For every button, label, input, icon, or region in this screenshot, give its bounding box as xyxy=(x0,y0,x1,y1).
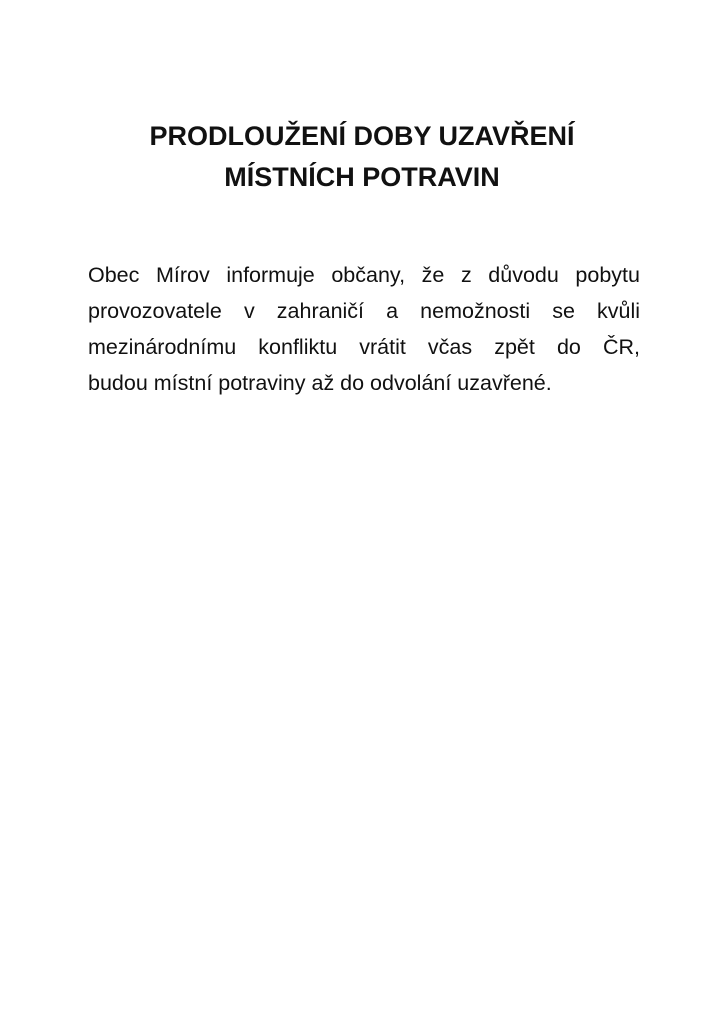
notice-body-line: provozovatele v zahraničí a nemožnosti se kvůli xyxy=(88,299,640,323)
notice-body-line: mezinárodnímu konfliktu vrátit včas zpět do ČR, xyxy=(88,335,640,359)
notice-title xyxy=(62,116,662,198)
notice-body-line: Obec Mírov informuje občany, že z důvodu pobytu xyxy=(88,263,640,287)
notice-body-line: budou místní potraviny až do odvolání uzavřené. xyxy=(88,371,552,395)
notice-title-line: PRODLOUŽENÍ DOBY UZAVŘENÍ xyxy=(149,121,575,151)
notice-title-line: MÍSTNÍCH POTRAVIN xyxy=(224,162,500,192)
notice-body xyxy=(88,257,640,401)
